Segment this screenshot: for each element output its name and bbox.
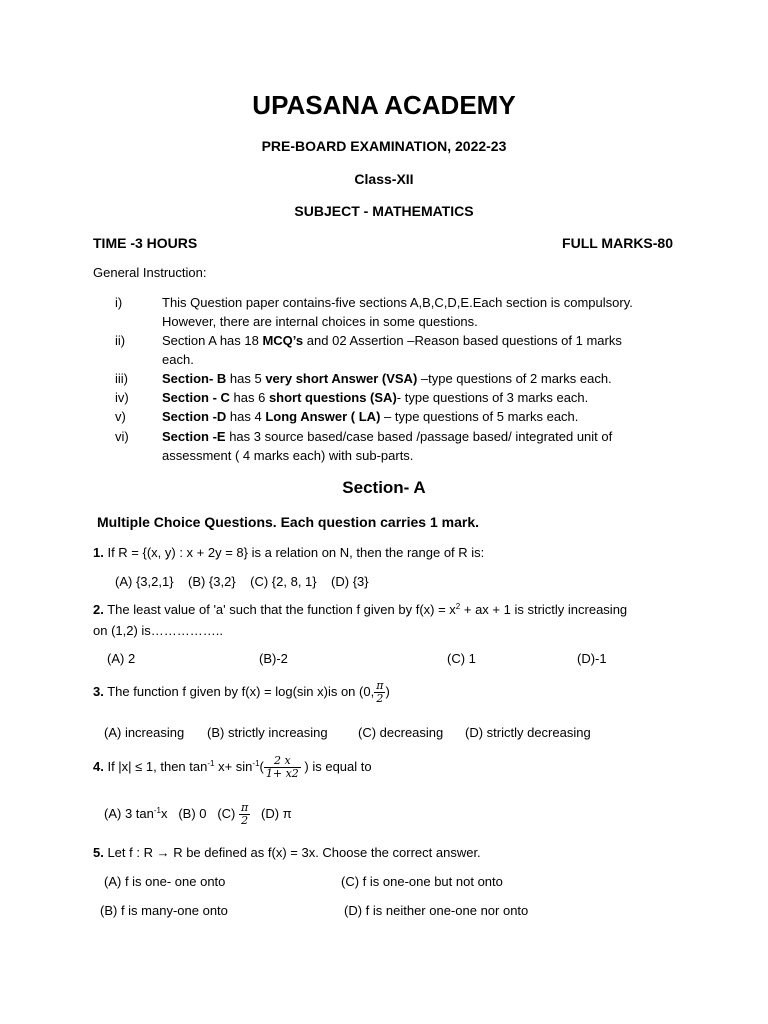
question-3: 3. The function f given by f(x) = log(sin x)is on (0, $\frac{\pi}{2}$ ) bbox=[93, 679, 390, 705]
instruction-text: each. bbox=[162, 352, 194, 367]
question-1: 1. If R = {(x, y) : x + 2y = 8} is a relation on N, then the range of R is: bbox=[93, 545, 485, 560]
instruction-text: Section - C has 6 short questions (SA)- type questions of 3 marks each. bbox=[162, 390, 589, 405]
option-d: (D) strictly decreasing bbox=[465, 725, 591, 740]
pi-over-2-fraction: $\frac{\pi}{2}$ bbox=[240, 801, 249, 827]
option-c: (C) 1 bbox=[447, 651, 476, 666]
question-2-cont: on (1,2) is…………….. bbox=[93, 623, 224, 638]
exam-title: PRE-BOARD EXAMINATION, 2022-23 bbox=[261, 138, 507, 154]
instruction-num: vi) bbox=[115, 429, 129, 444]
option-b: (B) f is many-one onto bbox=[100, 903, 228, 918]
subject-label: SUBJECT - MATHEMATICS bbox=[294, 203, 474, 219]
instruction-num: iv) bbox=[115, 390, 129, 405]
instruction-text: Section -D has 4 Long Answer ( LA) – type questions of 5 marks each. bbox=[162, 409, 579, 424]
option-b: (B) strictly increasing bbox=[207, 725, 328, 740]
section-subtitle: Multiple Choice Questions. Each question carries 1 mark. bbox=[97, 514, 479, 530]
instruction-text: This Question paper contains-five sections A,B,C,D,E.Each section is compulsory. bbox=[162, 295, 633, 310]
option-c: (C) decreasing bbox=[358, 725, 444, 740]
class-label: Class-XII bbox=[354, 171, 414, 187]
instruction-num: i) bbox=[115, 295, 123, 310]
option-c: (C) f is one-one but not onto bbox=[341, 874, 503, 889]
question-1-options: (A) {3,2,1} (B) {3,2} (C) {2, 8, 1} (D) {3} bbox=[115, 574, 369, 589]
question-4: 4. If |x| ≤ 1, then $\tan^{-1} x+ \sin^{-1}$( $\frac{2 x}{1+ x2}$ ) is equal to bbox=[93, 754, 372, 780]
question-2: 2. The least value of 'a' such that the function f given by $f(x) = x^2$ + ax + 1 is strictly increasing bbox=[93, 602, 628, 617]
option-a: (A) f is one- one onto bbox=[104, 874, 226, 889]
option-d: (D) f is neither one-one nor onto bbox=[344, 903, 529, 918]
instruction-text: Section A has 18 MCQ’s and 02 Assertion –Reason based questions of 1 marks bbox=[162, 333, 622, 348]
arrow-icon: → bbox=[156, 845, 170, 860]
full-marks-label: FULL MARKS-80 bbox=[562, 235, 673, 251]
institute-title: UPASANA ACADEMY bbox=[252, 90, 516, 120]
time-label: TIME -3 HOURS bbox=[93, 235, 198, 251]
pi-over-2-fraction: $\frac{\pi}{2}$ bbox=[376, 679, 384, 705]
instruction-text: assessment ( 4 marks each) with sub-parts. bbox=[162, 448, 414, 463]
question-5: 5. Let f : R → R be defined as f(x) = 3x. Choose the correct answer. bbox=[93, 845, 481, 860]
instruction-text: Section- B has 5 very short Answer (VSA) –type questions of 2 marks each. bbox=[162, 371, 612, 386]
section-title: Section- A bbox=[342, 478, 426, 497]
instruction-text: However, there are internal choices in some questions. bbox=[162, 314, 478, 329]
option-a: (A) increasing bbox=[104, 725, 185, 740]
instruction-num: iii) bbox=[115, 371, 128, 386]
two-x-fraction: $\frac{2 x}{1+ x2}$ bbox=[265, 754, 299, 780]
question-4-options: (A) 3 $\tan^{-1}x$ (B) 0 (C) $\frac{\pi}{2}$ (D) π bbox=[104, 801, 292, 827]
option-d: (D)-1 bbox=[577, 651, 607, 666]
option-a: (A) 2 bbox=[107, 651, 136, 666]
instruction-num: ii) bbox=[115, 333, 126, 348]
instructions-heading: General Instruction: bbox=[93, 265, 207, 280]
instruction-text: Section -E has 3 source based/case based /passage based/ integrated unit of bbox=[162, 429, 613, 444]
instruction-num: v) bbox=[115, 409, 126, 424]
option-b: (B)-2 bbox=[259, 651, 288, 666]
